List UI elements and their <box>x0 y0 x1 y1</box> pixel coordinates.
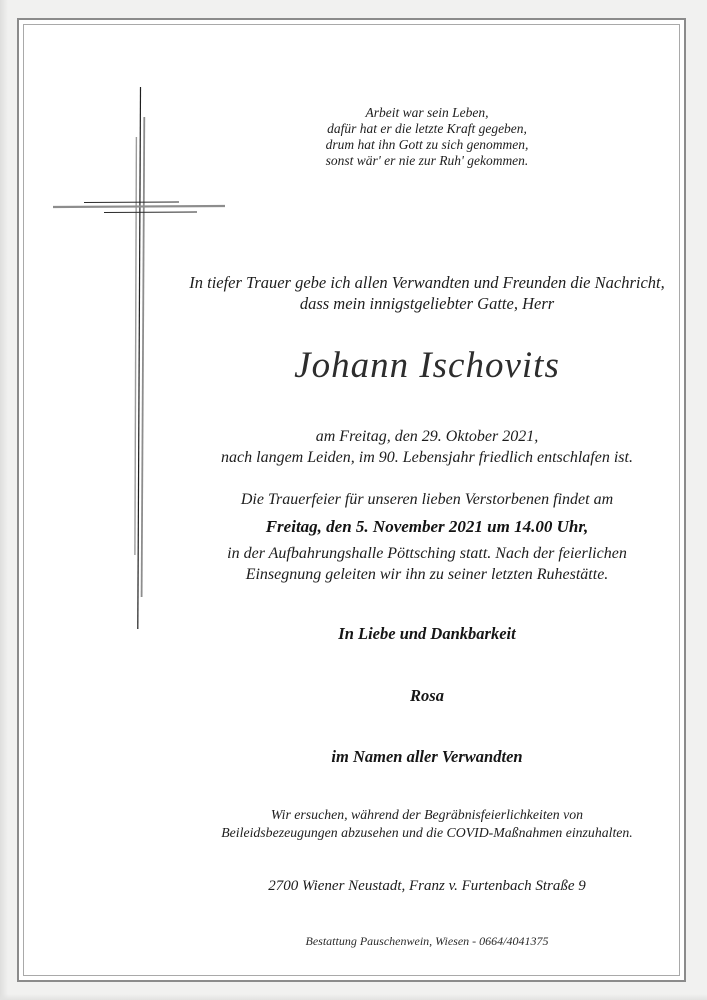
scan-edge-left <box>0 0 8 1000</box>
memorial-poem <box>147 105 707 169</box>
signer-name: Rosa <box>410 686 444 705</box>
funeral-line: in der Aufbahrungshalle Pöttsching statt. Nach der feierlichen <box>227 545 627 562</box>
request-line: Beileidsbezeugungen abzusehen und die COVID-Maßnahmen einzuhalten. <box>221 825 633 840</box>
poem-line: dafür hat er die letzte Kraft gegeben, <box>327 121 527 136</box>
poem-line: Arbeit war sein Leben, <box>365 105 489 120</box>
scan-edge-bottom <box>0 994 707 1000</box>
death-circumstance-line: nach langem Leiden, im 90. Lebensjahr friedlich entschlafen ist. <box>221 449 633 466</box>
death-details <box>147 426 707 468</box>
deceased-name: Johann Ischovits <box>294 345 560 386</box>
death-date-line: am Freitag, den 29. Oktober 2021, <box>315 428 539 445</box>
address-line: 2700 Wiener Neustadt, Franz v. Furtenbach Straße 9 <box>268 878 586 894</box>
closing-sentiment: In Liebe und Dankbarkeit <box>338 624 516 643</box>
funeral-details <box>147 489 707 585</box>
funeral-line: Die Trauerfeier für unseren lieben Verstorbenen findet am <box>240 491 614 508</box>
undertaker-line: Bestattung Pauschenwein, Wiesen - 0664/4041375 <box>305 934 549 948</box>
funeral-line: Einsegnung geleiten wir ihn zu seiner letzten Ruhestätte. <box>245 566 609 583</box>
on-behalf-text: im Namen aller Verwandten <box>331 747 523 766</box>
intro-line: In tiefer Trauer gebe ich allen Verwandten und Freunden die Nachricht, <box>189 273 665 292</box>
poem-line: sonst wär' er nie zur Ruh' gekommen. <box>325 153 529 168</box>
funeral-datetime: Freitag, den 5. November 2021 um 14.00 Uhr, <box>265 517 589 536</box>
request-line: Wir ersuchen, während der Begräbnisfeierlichkeiten von <box>270 807 584 822</box>
intro-line: dass mein innigstgeliebter Gatte, Herr <box>299 294 555 313</box>
poem-line: drum hat ihn Gott zu sich genommen, <box>325 137 529 152</box>
covid-request <box>147 806 707 842</box>
intro-text <box>147 272 707 314</box>
